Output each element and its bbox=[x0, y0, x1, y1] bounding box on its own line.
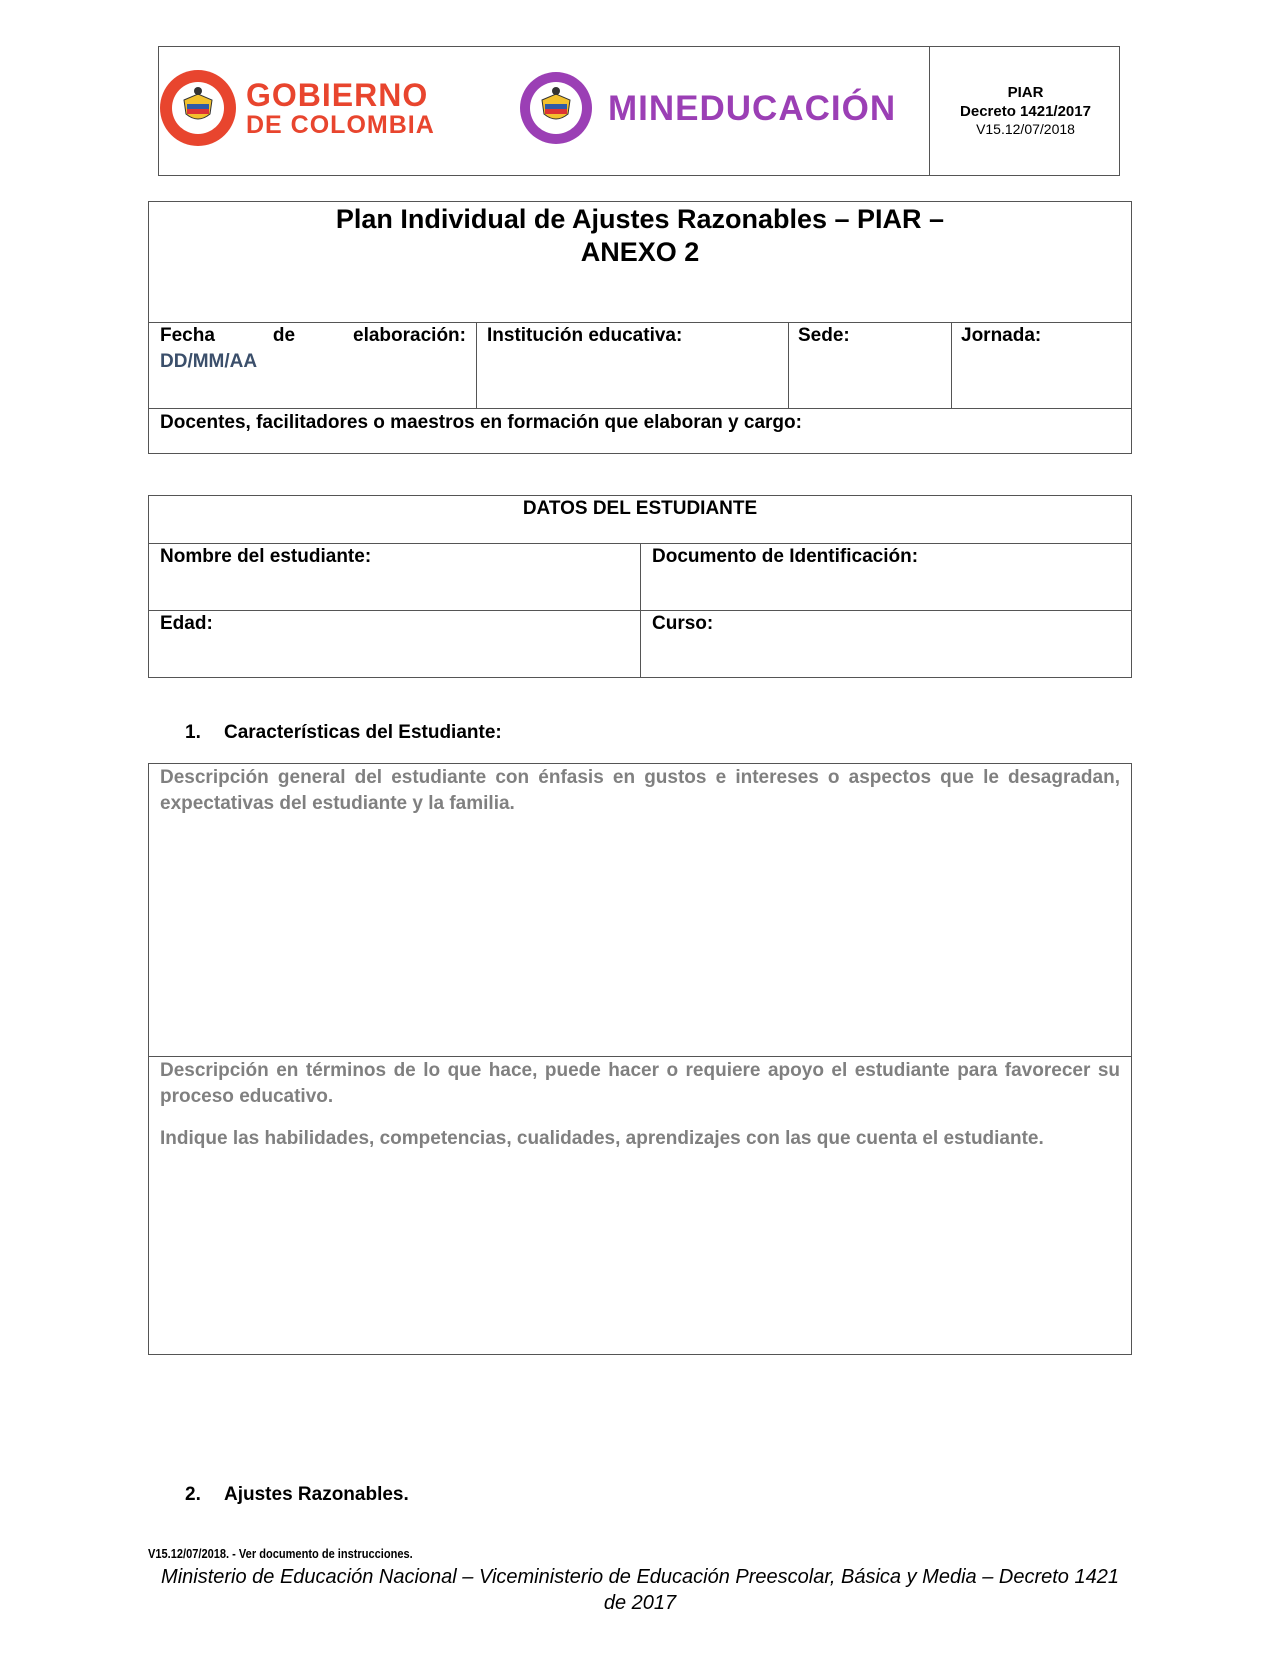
header-meta bbox=[931, 46, 1120, 176]
divider bbox=[148, 322, 1132, 323]
mineducacion-seal-icon bbox=[518, 70, 594, 146]
gobierno-seal-icon bbox=[160, 70, 236, 146]
fecha-label bbox=[160, 324, 466, 348]
fecha-label-word: de bbox=[272, 325, 296, 346]
jornada-label: Jornada: bbox=[961, 325, 1042, 346]
mineducacion-logo bbox=[518, 70, 896, 146]
gobierno-line1: GOBIERNO bbox=[246, 76, 429, 113]
section2-title: Ajustes Razonables. bbox=[224, 1484, 409, 1505]
divider bbox=[640, 543, 641, 678]
page-subtitle: ANEXO 2 bbox=[580, 237, 700, 267]
mineducacion-text: MINEDUCACIÓN bbox=[608, 88, 897, 128]
section1-title: Características del Estudiante: bbox=[224, 722, 502, 743]
institucion-label: Institución educativa: bbox=[487, 325, 683, 346]
meta-code: PIAR bbox=[1007, 84, 1044, 101]
fecha-label-word: elaboración: bbox=[353, 325, 466, 346]
footer-version: V15.12/07/2018. - Ver documento de instrucciones. bbox=[148, 1546, 413, 1561]
student-course-label: Curso: bbox=[652, 613, 714, 634]
section1-number: 1. bbox=[185, 722, 201, 743]
student-name-label: Nombre del estudiante: bbox=[160, 546, 372, 567]
characteristics-desc-support: Descripción en términos de lo que hace, puede hacer o requiere apoyo el estudiante para favorecer su proceso educativo. bbox=[160, 1060, 1120, 1107]
student-id-label: Documento de Identificación: bbox=[652, 546, 919, 567]
page-title: Plan Individual de Ajustes Razonables – PIAR – bbox=[335, 204, 945, 234]
characteristics-desc-skills: Indique las habilidades, competencias, cualidades, aprendizajes con las que cuenta el estudiante. bbox=[160, 1128, 1044, 1149]
fecha-value[interactable]: DD/MM/AA bbox=[160, 351, 258, 372]
divider bbox=[148, 1056, 1132, 1057]
divider bbox=[476, 322, 477, 408]
meta-decree: Decreto 1421/2017 bbox=[960, 103, 1091, 120]
fecha-label-word: Fecha bbox=[160, 325, 215, 346]
divider bbox=[788, 322, 789, 408]
gobierno-line2: DE COLOMBIA bbox=[246, 110, 435, 139]
student-age-label: Edad: bbox=[160, 613, 213, 634]
student-data-heading: DATOS DEL ESTUDIANTE bbox=[522, 498, 758, 519]
section2-number: 2. bbox=[185, 1484, 201, 1505]
divider bbox=[148, 408, 1132, 409]
footer-ministry: Ministerio de Educación Nacional – Viceministerio de Educación Preescolar, Básica y Media – Decreto 1421 de 2017 bbox=[161, 1566, 1119, 1614]
characteristics-desc-general: Descripción general del estudiante con énfasis en gustos e intereses o aspectos que le desagradan, expectativas del estudiante y la familia. bbox=[160, 767, 1120, 814]
meta-version: V15.12/07/2018 bbox=[976, 121, 1075, 137]
gobierno-logo bbox=[160, 70, 435, 146]
divider bbox=[951, 322, 952, 408]
sede-label: Sede: bbox=[798, 325, 850, 346]
docentes-label: Docentes, facilitadores o maestros en formación que elaboran y cargo: bbox=[160, 412, 802, 433]
header-divider bbox=[929, 46, 930, 176]
